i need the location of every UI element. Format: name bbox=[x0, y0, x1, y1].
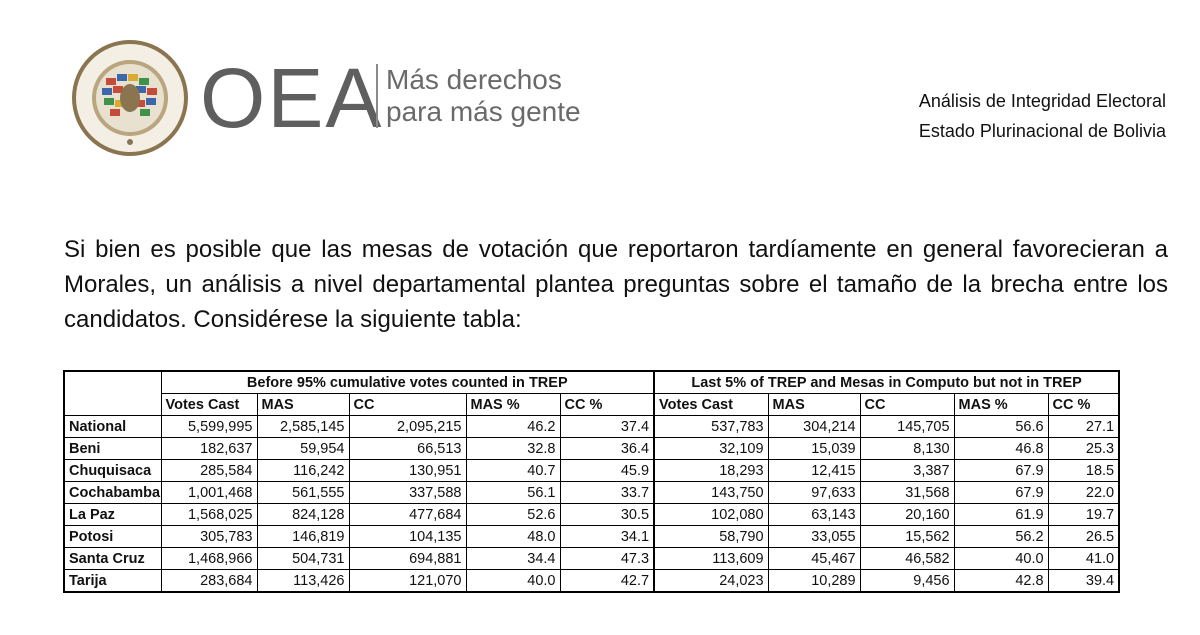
table-cell: 58,790 bbox=[654, 526, 768, 548]
table-cell: 39.4 bbox=[1048, 570, 1119, 593]
table-cell: 97,633 bbox=[768, 482, 860, 504]
table-cell: 146,819 bbox=[257, 526, 349, 548]
table-cell: 9,456 bbox=[860, 570, 954, 593]
oas-seal-logo bbox=[70, 38, 190, 158]
table-cell: 33.7 bbox=[560, 482, 654, 504]
table-cell: 31,568 bbox=[860, 482, 954, 504]
report-meta bbox=[919, 86, 1166, 146]
table-cell: 18,293 bbox=[654, 460, 768, 482]
table-row bbox=[64, 570, 1119, 593]
table-cell: 56.2 bbox=[954, 526, 1048, 548]
table-cell: 32.8 bbox=[466, 438, 560, 460]
table-row bbox=[64, 416, 1119, 438]
table-cell: 52.6 bbox=[466, 504, 560, 526]
table-cell: 67.9 bbox=[954, 482, 1048, 504]
slogan-line-2: para más gente bbox=[386, 96, 581, 127]
table-cell: 46.2 bbox=[466, 416, 560, 438]
col-header: MAS bbox=[768, 394, 860, 416]
col-header: MAS % bbox=[466, 394, 560, 416]
table-cell: 116,242 bbox=[257, 460, 349, 482]
col-header: CC bbox=[349, 394, 466, 416]
table-body bbox=[64, 416, 1119, 593]
table-cell: 824,128 bbox=[257, 504, 349, 526]
table-cell: 27.1 bbox=[1048, 416, 1119, 438]
table-cell: 59,954 bbox=[257, 438, 349, 460]
report-title: Análisis de Integridad Electoral bbox=[918, 91, 1166, 111]
table-cell: 32,109 bbox=[654, 438, 768, 460]
table-cell: 145,705 bbox=[860, 416, 954, 438]
table-cell: 26.5 bbox=[1048, 526, 1119, 548]
document-header bbox=[70, 38, 1170, 168]
row-label: Tarija bbox=[64, 570, 161, 593]
table-cell: 48.0 bbox=[466, 526, 560, 548]
table-cell: 45,467 bbox=[768, 548, 860, 570]
table-cell: 66,513 bbox=[349, 438, 466, 460]
table-cell: 304,214 bbox=[768, 416, 860, 438]
row-label: Santa Cruz bbox=[64, 548, 161, 570]
table-cell: 33,055 bbox=[768, 526, 860, 548]
table-cell: 47.3 bbox=[560, 548, 654, 570]
report-country: Estado Plurinacional de Bolivia bbox=[918, 121, 1166, 141]
table-cell: 36.4 bbox=[560, 438, 654, 460]
table-cell: 42.7 bbox=[560, 570, 654, 593]
table-cell: 56.6 bbox=[954, 416, 1048, 438]
table-cell: 15,039 bbox=[768, 438, 860, 460]
table-cell: 18.5 bbox=[1048, 460, 1119, 482]
table-cell: 102,080 bbox=[654, 504, 768, 526]
table-cell: 113,609 bbox=[654, 548, 768, 570]
table-row bbox=[64, 526, 1119, 548]
table-cell: 22.0 bbox=[1048, 482, 1119, 504]
brand-slogan bbox=[376, 64, 581, 128]
table-cell: 40.0 bbox=[954, 548, 1048, 570]
table-cell: 537,783 bbox=[654, 416, 768, 438]
table-cell: 143,750 bbox=[654, 482, 768, 504]
table-row bbox=[64, 438, 1119, 460]
slogan-line-1: Más derechos bbox=[386, 64, 562, 95]
brand-wordmark: OEA bbox=[200, 51, 384, 145]
table-group-header-row bbox=[64, 371, 1119, 394]
table-cell: 283,684 bbox=[161, 570, 257, 593]
table-cell: 30.5 bbox=[560, 504, 654, 526]
results-table bbox=[63, 370, 1120, 593]
table-cell: 2,585,145 bbox=[257, 416, 349, 438]
table-cell: 12,415 bbox=[768, 460, 860, 482]
row-label: La Paz bbox=[64, 504, 161, 526]
col-header: CC % bbox=[1048, 394, 1119, 416]
col-header: MAS % bbox=[954, 394, 1048, 416]
table-cell: 37.4 bbox=[560, 416, 654, 438]
table-cell: 182,637 bbox=[161, 438, 257, 460]
col-header: Votes Cast bbox=[654, 394, 768, 416]
table-cell: 63,143 bbox=[768, 504, 860, 526]
table-cell: 46,582 bbox=[860, 548, 954, 570]
results-table-container bbox=[63, 370, 1118, 593]
table-row bbox=[64, 482, 1119, 504]
table-corner-cell-2 bbox=[64, 394, 161, 416]
table-cell: 67.9 bbox=[954, 460, 1048, 482]
table-column-header-row bbox=[64, 394, 1119, 416]
table-cell: 40.0 bbox=[466, 570, 560, 593]
table-row bbox=[64, 504, 1119, 526]
table-cell: 8,130 bbox=[860, 438, 954, 460]
table-cell: 34.4 bbox=[466, 548, 560, 570]
table-cell: 42.8 bbox=[954, 570, 1048, 593]
table-cell: 3,387 bbox=[860, 460, 954, 482]
group-header-before: Before 95% cumulative votes counted in TREP bbox=[161, 371, 654, 394]
table-cell: 305,783 bbox=[161, 526, 257, 548]
table-cell: 694,881 bbox=[349, 548, 466, 570]
col-header: MAS bbox=[257, 394, 349, 416]
table-cell: 285,584 bbox=[161, 460, 257, 482]
table-cell: 40.7 bbox=[466, 460, 560, 482]
table-cell: 561,555 bbox=[257, 482, 349, 504]
table-row bbox=[64, 548, 1119, 570]
group-header-last: Last 5% of TREP and Mesas in Computo but not in TREP bbox=[654, 371, 1119, 394]
table-cell: 337,588 bbox=[349, 482, 466, 504]
table-cell: 2,095,215 bbox=[349, 416, 466, 438]
table-cell: 113,426 bbox=[257, 570, 349, 593]
table-cell: 56.1 bbox=[466, 482, 560, 504]
table-cell: 130,951 bbox=[349, 460, 466, 482]
table-cell: 1,001,468 bbox=[161, 482, 257, 504]
table-cell: 41.0 bbox=[1048, 548, 1119, 570]
table-row bbox=[64, 460, 1119, 482]
col-header: CC bbox=[860, 394, 954, 416]
table-cell: 24,023 bbox=[654, 570, 768, 593]
table-cell: 5,599,995 bbox=[161, 416, 257, 438]
body-paragraph: Si bien es posible que las mesas de votación que reportaron tardíamente en general favorecieran a Morales, un análisis a nivel departamental plantea preguntas sobre el tamaño de la brecha entre los candidatos. Considérese la siguiente tabla: bbox=[64, 236, 1168, 333]
table-cell: 504,731 bbox=[257, 548, 349, 570]
table-cell: 477,684 bbox=[349, 504, 466, 526]
table-cell: 61.9 bbox=[954, 504, 1048, 526]
table-cell: 1,568,025 bbox=[161, 504, 257, 526]
table-cell: 19.7 bbox=[1048, 504, 1119, 526]
table-cell: 104,135 bbox=[349, 526, 466, 548]
row-label: Cochabamba bbox=[64, 482, 161, 504]
table-cell: 46.8 bbox=[954, 438, 1048, 460]
row-label: Beni bbox=[64, 438, 161, 460]
table-cell: 15,562 bbox=[860, 526, 954, 548]
table-cell: 10,289 bbox=[768, 570, 860, 593]
row-label: National bbox=[64, 416, 161, 438]
col-header: Votes Cast bbox=[161, 394, 257, 416]
table-corner-cell bbox=[64, 371, 161, 394]
table-cell: 25.3 bbox=[1048, 438, 1119, 460]
table-cell: 1,468,966 bbox=[161, 548, 257, 570]
row-label: Potosi bbox=[64, 526, 161, 548]
table-cell: 45.9 bbox=[560, 460, 654, 482]
table-cell: 20,160 bbox=[860, 504, 954, 526]
col-header: CC % bbox=[560, 394, 654, 416]
row-label: Chuquisaca bbox=[64, 460, 161, 482]
table-cell: 34.1 bbox=[560, 526, 654, 548]
table-cell: 121,070 bbox=[349, 570, 466, 593]
